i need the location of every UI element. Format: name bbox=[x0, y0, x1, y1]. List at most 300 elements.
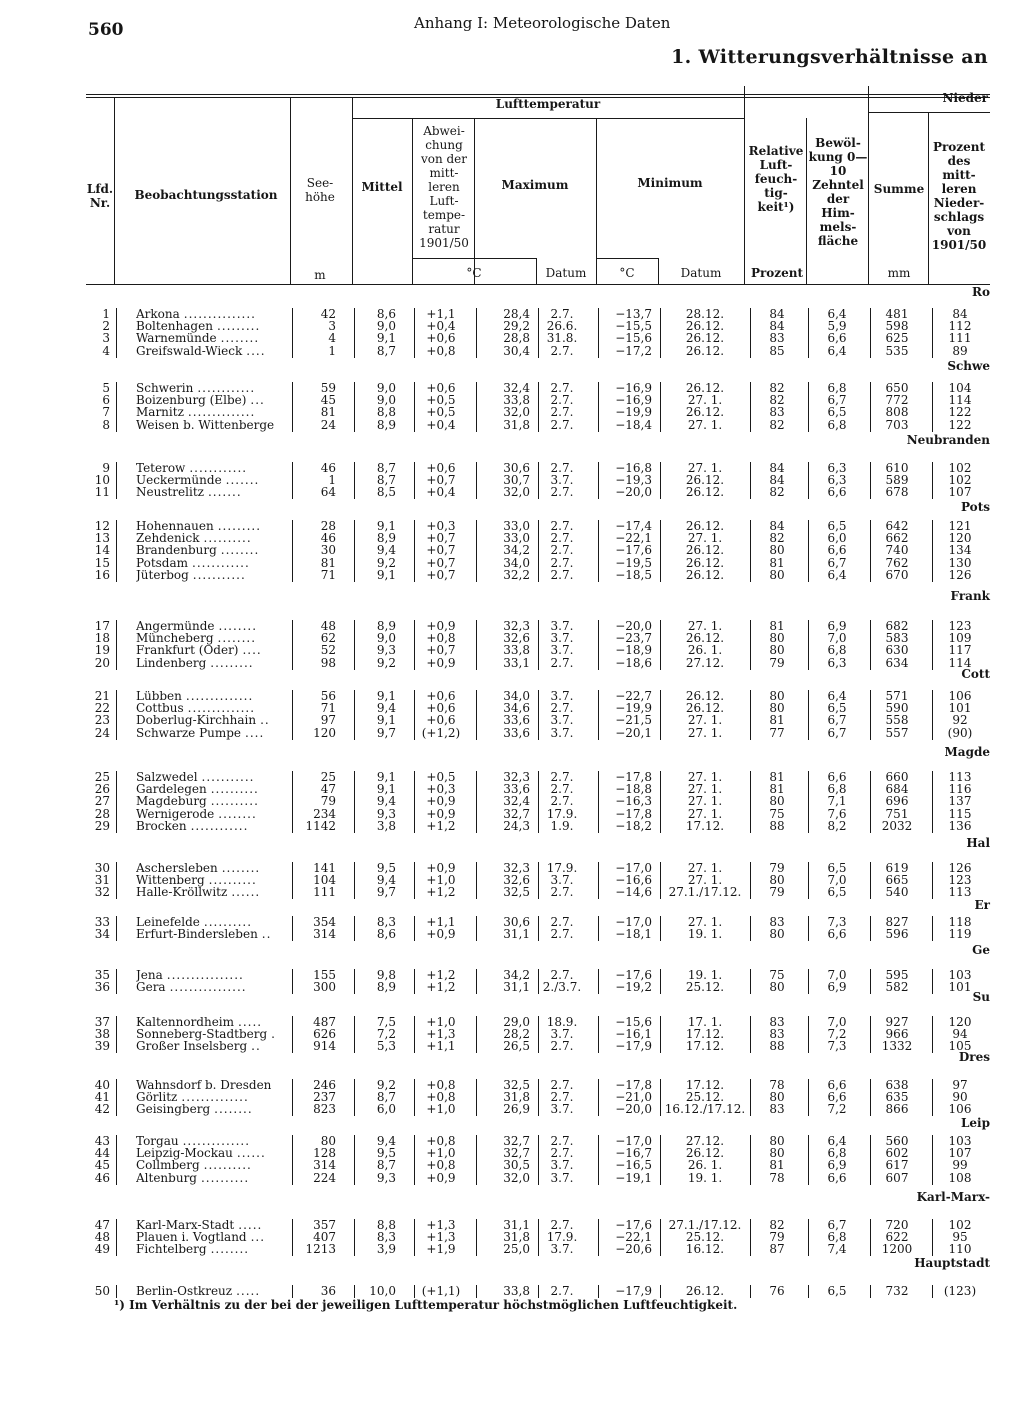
cell-divider bbox=[808, 382, 809, 395]
header-rule-bottom bbox=[86, 284, 990, 285]
cell-bewoelkung: 6,8 bbox=[827, 643, 847, 658]
cell-prozent: 115 bbox=[948, 806, 972, 821]
cell-minimum: −18,1 bbox=[615, 927, 652, 942]
cell-nr: 5 bbox=[102, 381, 110, 395]
cell-seehoehe: 80 bbox=[320, 1134, 336, 1148]
cell-minimum: −16,1 bbox=[615, 1027, 652, 1042]
leader-dots: ...... bbox=[236, 1147, 266, 1161]
station-name: Boizenburg (Elbe) bbox=[136, 394, 247, 408]
leader-dots: ... bbox=[250, 1231, 266, 1245]
cell-maximum: 29,0 bbox=[503, 1015, 530, 1029]
cell-divider bbox=[354, 308, 355, 321]
table-row bbox=[0, 1103, 1024, 1116]
station-name: Schwarze Pumpe bbox=[136, 726, 242, 740]
station-name: Altenburg bbox=[136, 1171, 197, 1185]
cell-divider bbox=[870, 474, 871, 487]
cell-divider bbox=[116, 1028, 117, 1041]
cell-divider bbox=[750, 419, 751, 432]
cell-divider bbox=[750, 1147, 751, 1160]
cell-summe: 622 bbox=[885, 1230, 909, 1245]
cell-divider bbox=[870, 406, 871, 419]
cell-summe: 751 bbox=[885, 806, 909, 821]
cell-maximum: 34,2 bbox=[503, 543, 530, 558]
cell-bewoelkung: 7,2 bbox=[827, 1102, 847, 1117]
cell-maximum-datum: 3.7. bbox=[550, 1102, 574, 1117]
cell-minimum: −18,5 bbox=[615, 567, 652, 582]
cell-minimum-datum: 27. 1. bbox=[687, 770, 723, 784]
cell-divider bbox=[354, 771, 355, 784]
cell-prozent: 118 bbox=[948, 915, 972, 929]
cell-divider bbox=[870, 1079, 871, 1092]
cell-mittel: 8,6 bbox=[376, 307, 396, 321]
cell-divider bbox=[354, 1285, 355, 1298]
cell-maximum-datum: 26.6. bbox=[546, 319, 578, 334]
cell-maximum-datum: 2.7. bbox=[550, 770, 574, 784]
cell-divider bbox=[808, 486, 809, 499]
cell-divider bbox=[870, 727, 871, 740]
cell-divider bbox=[292, 419, 293, 432]
cell-minimum: −17,8 bbox=[615, 1078, 652, 1092]
cell-minimum-datum: 26.12. bbox=[685, 343, 725, 358]
cell-divider bbox=[660, 644, 661, 657]
lufttemperatur-rule bbox=[352, 118, 744, 119]
cell-divider bbox=[870, 632, 871, 645]
cell-seehoehe: 62 bbox=[320, 631, 336, 646]
cell-divider bbox=[808, 1172, 809, 1185]
cell-mittel: 8,7 bbox=[376, 473, 396, 488]
cell-feuchte: 79 bbox=[769, 861, 785, 875]
cell-mittel: 8,9 bbox=[376, 531, 396, 546]
leader-dots: .......... bbox=[200, 1171, 250, 1185]
cell-divider bbox=[870, 462, 871, 475]
cell-maximum-datum: 2.7. bbox=[550, 885, 574, 900]
cell-divider bbox=[808, 981, 809, 994]
station-name: Brandenburg bbox=[136, 544, 217, 558]
cell-divider bbox=[292, 632, 293, 645]
cell-divider bbox=[808, 1091, 809, 1104]
cell-nr: 6 bbox=[102, 393, 110, 408]
cell-divider bbox=[116, 1219, 117, 1232]
station-name: Doberlug-Kirchhain bbox=[136, 714, 257, 728]
cell-divider bbox=[750, 690, 751, 703]
cell-divider bbox=[354, 714, 355, 727]
cell-feuchte: 81 bbox=[769, 713, 785, 728]
cell-divider bbox=[660, 916, 661, 929]
cell-station bbox=[136, 795, 286, 808]
cell-prozent: 123 bbox=[948, 873, 972, 888]
cell-abweichung: +0,7 bbox=[426, 543, 456, 558]
cell-prozent: 136 bbox=[948, 818, 972, 833]
cell-bewoelkung: 6,8 bbox=[827, 1230, 847, 1245]
cell-minimum-datum: 26.12. bbox=[685, 701, 725, 716]
cell-station bbox=[136, 702, 286, 715]
cell-maximum-datum: 2.7. bbox=[550, 968, 574, 982]
cell-divider bbox=[660, 320, 661, 333]
cell-minimum: −22,7 bbox=[615, 689, 652, 703]
cell-summe: 808 bbox=[885, 405, 909, 420]
cell-divider bbox=[660, 308, 661, 321]
cell-divider bbox=[354, 690, 355, 703]
cell-divider bbox=[660, 1147, 661, 1160]
cell-divider bbox=[292, 886, 293, 899]
cell-minimum-datum: 19. 1. bbox=[687, 968, 723, 982]
cell-divider bbox=[414, 783, 415, 796]
cell-maximum-datum: 2.7. bbox=[550, 927, 574, 942]
cell-nr: 28 bbox=[94, 806, 110, 821]
cell-seehoehe: 141 bbox=[313, 861, 336, 875]
cell-feuchte: 80 bbox=[769, 1134, 785, 1148]
cell-divider bbox=[354, 320, 355, 333]
cell-minimum: −19,9 bbox=[615, 701, 652, 716]
cell-minimum-datum: 27. 1. bbox=[687, 873, 723, 888]
cell-maximum-datum: 2.7. bbox=[550, 307, 574, 321]
cell-abweichung: +0,9 bbox=[426, 806, 456, 821]
cell-divider bbox=[292, 1091, 293, 1104]
header-bewoelkung: Bewöl-kung 0—10 Zehntel der Him-mels-fläche bbox=[808, 136, 868, 248]
leader-dots: ................ bbox=[169, 981, 247, 995]
cell-divider bbox=[660, 557, 661, 570]
leader-dots: ........ bbox=[218, 620, 258, 633]
cell-nr: 10 bbox=[94, 473, 110, 488]
station-name: Halle-Kröllwitz bbox=[136, 886, 228, 900]
cell-maximum: 25,0 bbox=[503, 1242, 530, 1257]
cell-station bbox=[136, 406, 286, 419]
cell-divider bbox=[354, 820, 355, 833]
cell-bewoelkung: 6,6 bbox=[827, 485, 847, 500]
cell-bewoelkung: 7,0 bbox=[827, 968, 847, 982]
cell-divider bbox=[292, 928, 293, 941]
cell-divider bbox=[870, 419, 871, 432]
cell-summe: 696 bbox=[885, 794, 909, 809]
cell-divider bbox=[808, 520, 809, 533]
cell-minimum: −17,0 bbox=[615, 861, 652, 875]
cell-minimum: −17,4 bbox=[615, 519, 652, 533]
cell-seehoehe: 224 bbox=[313, 1170, 336, 1185]
cell-maximum: 31,8 bbox=[503, 417, 530, 432]
cell-divider bbox=[870, 520, 871, 533]
leader-dots: ....... bbox=[225, 474, 260, 488]
cell-prozent: 97 bbox=[952, 1078, 968, 1092]
header-feuchte: Relative Luft-feuch-tig-keit¹) bbox=[748, 144, 804, 214]
cell-station bbox=[136, 1091, 286, 1104]
cell-minimum: −16,6 bbox=[615, 873, 652, 888]
cell-station bbox=[136, 520, 286, 533]
cell-prozent: 92 bbox=[952, 713, 968, 728]
station-name: Jüterbog bbox=[136, 568, 189, 582]
cell-feuchte: 80 bbox=[769, 873, 785, 888]
cell-summe: 772 bbox=[885, 393, 909, 408]
cell-divider bbox=[750, 1285, 751, 1298]
cell-minimum: −17,8 bbox=[615, 770, 652, 784]
header-seehoehe-unit: m bbox=[314, 268, 326, 282]
region-heading: Hal bbox=[966, 836, 990, 850]
cell-maximum: 32,7 bbox=[503, 1134, 530, 1148]
cell-divider bbox=[116, 632, 117, 645]
leader-dots: .. bbox=[251, 1040, 261, 1054]
cell-feuchte: 78 bbox=[769, 1170, 785, 1185]
cell-abweichung: +1,0 bbox=[426, 873, 456, 888]
cell-minimum: −20,0 bbox=[615, 619, 652, 633]
cell-divider bbox=[660, 532, 661, 545]
cell-minimum: −19,2 bbox=[615, 980, 652, 995]
cell-minimum-datum: 25.12. bbox=[685, 1230, 725, 1245]
cell-nr: 43 bbox=[94, 1134, 110, 1148]
cell-divider bbox=[750, 727, 751, 740]
cell-maximum: 32,0 bbox=[503, 405, 530, 420]
region-heading: Karl-Marx- bbox=[916, 1190, 990, 1204]
cell-nr: 9 bbox=[102, 461, 110, 475]
cell-bewoelkung: 6,9 bbox=[827, 1158, 847, 1173]
cell-minimum-datum: 27.12. bbox=[685, 1134, 725, 1148]
cell-divider bbox=[660, 657, 661, 670]
cell-minimum-datum: 27. 1. bbox=[687, 713, 723, 728]
leader-dots: .......... bbox=[210, 783, 259, 797]
cell-divider bbox=[660, 394, 661, 407]
cell-divider bbox=[292, 808, 293, 821]
cell-maximum: 28,4 bbox=[503, 307, 530, 321]
cell-prozent: 134 bbox=[948, 543, 972, 558]
cell-divider bbox=[870, 1028, 871, 1041]
cell-bewoelkung: 7,4 bbox=[827, 1242, 847, 1257]
cell-divider bbox=[660, 1103, 661, 1116]
cell-prozent: 102 bbox=[948, 1218, 972, 1232]
leader-dots: . bbox=[271, 1028, 276, 1042]
station-name: Plauen i. Vogtland bbox=[136, 1231, 247, 1245]
cell-minimum-datum: 27. 1. bbox=[687, 619, 723, 633]
cell-abweichung: +1,9 bbox=[426, 1242, 456, 1257]
header-rule-top bbox=[86, 94, 990, 95]
cell-station bbox=[136, 332, 286, 345]
cell-divider bbox=[750, 632, 751, 645]
cell-divider bbox=[292, 657, 293, 670]
cell-mittel: 3,9 bbox=[376, 1242, 396, 1257]
cell-minimum: −17,6 bbox=[615, 968, 652, 982]
cell-maximum: 32,3 bbox=[503, 770, 530, 784]
cell-minimum-datum: 25.12. bbox=[685, 1090, 725, 1105]
cell-mittel: 8,9 bbox=[376, 417, 396, 432]
cell-divider bbox=[660, 1016, 661, 1029]
cell-seehoehe: 354 bbox=[313, 915, 336, 929]
table-row bbox=[0, 820, 1024, 833]
cell-divider bbox=[414, 1103, 415, 1116]
cell-divider bbox=[870, 1091, 871, 1104]
cell-summe: 1332 bbox=[881, 1039, 913, 1054]
cell-station bbox=[136, 557, 286, 570]
cell-divider bbox=[292, 916, 293, 929]
cell-minimum: −17,8 bbox=[615, 806, 652, 821]
cell-divider bbox=[808, 419, 809, 432]
cell-seehoehe: 120 bbox=[313, 725, 336, 740]
cell-nr: 27 bbox=[94, 794, 110, 809]
cell-seehoehe: 1213 bbox=[305, 1242, 336, 1257]
cell-prozent: 120 bbox=[948, 531, 972, 546]
cell-divider bbox=[414, 928, 415, 941]
region-heading: Cott bbox=[961, 667, 990, 681]
table-row bbox=[0, 345, 1024, 358]
cell-minimum: −16,5 bbox=[615, 1158, 652, 1173]
cell-summe: 1200 bbox=[881, 1242, 913, 1257]
cell-minimum: −19,3 bbox=[615, 473, 652, 488]
cell-minimum: −20,0 bbox=[615, 1102, 652, 1117]
cell-seehoehe: 25 bbox=[320, 770, 336, 784]
cell-seehoehe: 234 bbox=[313, 806, 336, 821]
cell-mittel: 8,7 bbox=[376, 1090, 396, 1105]
cell-minimum-datum: 27. 1. bbox=[687, 861, 723, 875]
cell-maximum: 33,1 bbox=[503, 655, 530, 670]
cell-divider bbox=[750, 1231, 751, 1244]
cell-prozent: 111 bbox=[948, 331, 972, 346]
cell-summe: 625 bbox=[885, 331, 909, 346]
cell-nr: 24 bbox=[94, 725, 110, 740]
leader-dots: ........ bbox=[220, 544, 260, 558]
cell-minimum-datum: 27. 1. bbox=[687, 794, 723, 809]
station-name: Zehdenick bbox=[136, 532, 200, 546]
cell-prozent: 114 bbox=[948, 655, 972, 670]
cell-mittel: 7,2 bbox=[376, 1027, 396, 1042]
leader-dots: ..... bbox=[236, 1285, 261, 1298]
cell-station bbox=[136, 462, 286, 475]
cell-minimum-datum: 26. 1. bbox=[687, 643, 723, 658]
cell-bewoelkung: 7,0 bbox=[827, 1015, 847, 1029]
cell-divider bbox=[660, 345, 661, 358]
cell-minimum-datum: 17.12. bbox=[685, 1078, 725, 1092]
cell-feuchte: 87 bbox=[769, 1242, 785, 1257]
cell-minimum: −19,1 bbox=[615, 1170, 652, 1185]
cell-station bbox=[136, 1028, 286, 1041]
leader-dots: ........... bbox=[192, 568, 246, 582]
cell-divider bbox=[808, 862, 809, 875]
cell-seehoehe: 36 bbox=[320, 1284, 336, 1298]
cell-feuchte: 80 bbox=[769, 689, 785, 703]
cell-feuchte: 83 bbox=[769, 915, 785, 929]
section-title: 1. Witterungsverhältnisse an bbox=[671, 46, 988, 68]
cell-divider bbox=[750, 928, 751, 941]
cell-feuchte: 81 bbox=[769, 555, 785, 570]
cell-abweichung: +0,4 bbox=[426, 417, 456, 432]
cell-divider bbox=[414, 520, 415, 533]
cell-maximum: 34,0 bbox=[503, 689, 530, 703]
cell-divider bbox=[292, 862, 293, 875]
cell-divider bbox=[870, 1103, 871, 1116]
cell-divider bbox=[660, 520, 661, 533]
cell-divider bbox=[354, 544, 355, 557]
station-name: Müncheberg bbox=[136, 632, 214, 646]
cell-bewoelkung: 6,7 bbox=[827, 393, 847, 408]
cell-summe: 589 bbox=[885, 473, 909, 488]
cell-summe: 610 bbox=[885, 461, 909, 475]
cell-maximum: 30,5 bbox=[503, 1158, 530, 1173]
cell-divider bbox=[870, 702, 871, 715]
cell-abweichung: +0,7 bbox=[426, 567, 456, 582]
cell-divider bbox=[354, 1172, 355, 1185]
leader-dots: ............ bbox=[192, 556, 250, 570]
cell-prozent: 123 bbox=[948, 619, 972, 633]
cell-feuchte: 83 bbox=[769, 1015, 785, 1029]
cell-nr: 18 bbox=[94, 631, 110, 646]
cell-divider bbox=[292, 1040, 293, 1053]
leader-dots: ..... bbox=[238, 1219, 263, 1232]
cell-abweichung: +0,6 bbox=[426, 381, 456, 395]
cell-nr: 41 bbox=[94, 1090, 110, 1105]
cell-station bbox=[136, 727, 286, 740]
cell-prozent: 94 bbox=[952, 1027, 968, 1042]
station-name: Aschersleben bbox=[136, 862, 218, 875]
cell-divider bbox=[870, 969, 871, 982]
cell-bewoelkung: 7,3 bbox=[827, 1039, 847, 1054]
cell-divider bbox=[116, 394, 117, 407]
leader-dots: ........... bbox=[201, 771, 255, 784]
cell-nr: 50 bbox=[94, 1284, 110, 1298]
cell-bewoelkung: 7,6 bbox=[827, 806, 847, 821]
cell-minimum-datum: 26.12. bbox=[685, 1284, 725, 1298]
cell-divider bbox=[808, 714, 809, 727]
cell-divider bbox=[750, 620, 751, 633]
leader-dots: ........ bbox=[221, 862, 261, 875]
cell-station bbox=[136, 320, 286, 333]
cell-abweichung: +1,3 bbox=[426, 1027, 456, 1042]
cell-divider bbox=[870, 532, 871, 545]
cell-abweichung: +1,1 bbox=[426, 307, 456, 321]
station-name: Gardelegen bbox=[136, 783, 207, 797]
cell-bewoelkung: 8,2 bbox=[827, 818, 847, 833]
cell-divider bbox=[660, 632, 661, 645]
cell-divider bbox=[354, 632, 355, 645]
cell-feuchte: 79 bbox=[769, 885, 785, 900]
cell-maximum-datum: 2./3.7. bbox=[542, 980, 582, 995]
header-lufttemperatur: Lufttemperatur bbox=[495, 97, 601, 111]
cell-minimum: −16,7 bbox=[615, 1146, 652, 1161]
cell-bewoelkung: 6,5 bbox=[827, 861, 847, 875]
cell-summe: 703 bbox=[885, 417, 909, 432]
cell-summe: 598 bbox=[885, 319, 909, 334]
leader-dots: ............... bbox=[183, 308, 256, 321]
cell-divider bbox=[750, 1219, 751, 1232]
cell-bewoelkung: 6,5 bbox=[827, 405, 847, 420]
cell-maximum: 30,6 bbox=[503, 461, 530, 475]
cell-feuchte: 81 bbox=[769, 619, 785, 633]
cell-divider bbox=[354, 569, 355, 582]
cell-maximum-datum: 2.7. bbox=[550, 1284, 574, 1298]
cell-minimum-datum: 26. 1. bbox=[687, 1158, 723, 1173]
header-minimum: Minimum bbox=[637, 176, 703, 190]
table-row bbox=[0, 486, 1024, 499]
leader-dots: .............. bbox=[187, 406, 256, 420]
cell-divider bbox=[414, 557, 415, 570]
cell-prozent: 122 bbox=[948, 405, 972, 420]
cell-divider bbox=[292, 820, 293, 833]
cell-divider bbox=[414, 969, 415, 982]
cell-divider bbox=[354, 1079, 355, 1092]
cell-feuchte: 82 bbox=[769, 417, 785, 432]
cell-maximum-datum: 2.7. bbox=[550, 782, 574, 797]
cell-divider bbox=[414, 332, 415, 345]
cell-minimum-datum: 28.12. bbox=[685, 307, 725, 321]
cell-maximum: 31,1 bbox=[503, 1218, 530, 1232]
cell-divider bbox=[414, 320, 415, 333]
cell-abweichung: +0,5 bbox=[426, 770, 456, 784]
cell-maximum-datum: 3.7. bbox=[550, 689, 574, 703]
cell-maximum: 26,5 bbox=[503, 1039, 530, 1054]
cell-prozent: 90 bbox=[952, 1090, 968, 1105]
cell-minimum: −13,7 bbox=[615, 307, 652, 321]
cell-divider bbox=[116, 620, 117, 633]
cell-divider bbox=[354, 382, 355, 395]
region-heading: Magde bbox=[944, 745, 990, 759]
cell-feuchte: 75 bbox=[769, 968, 785, 982]
cell-feuchte: 84 bbox=[769, 461, 785, 475]
cell-prozent: 102 bbox=[948, 461, 972, 475]
cell-divider bbox=[354, 969, 355, 982]
